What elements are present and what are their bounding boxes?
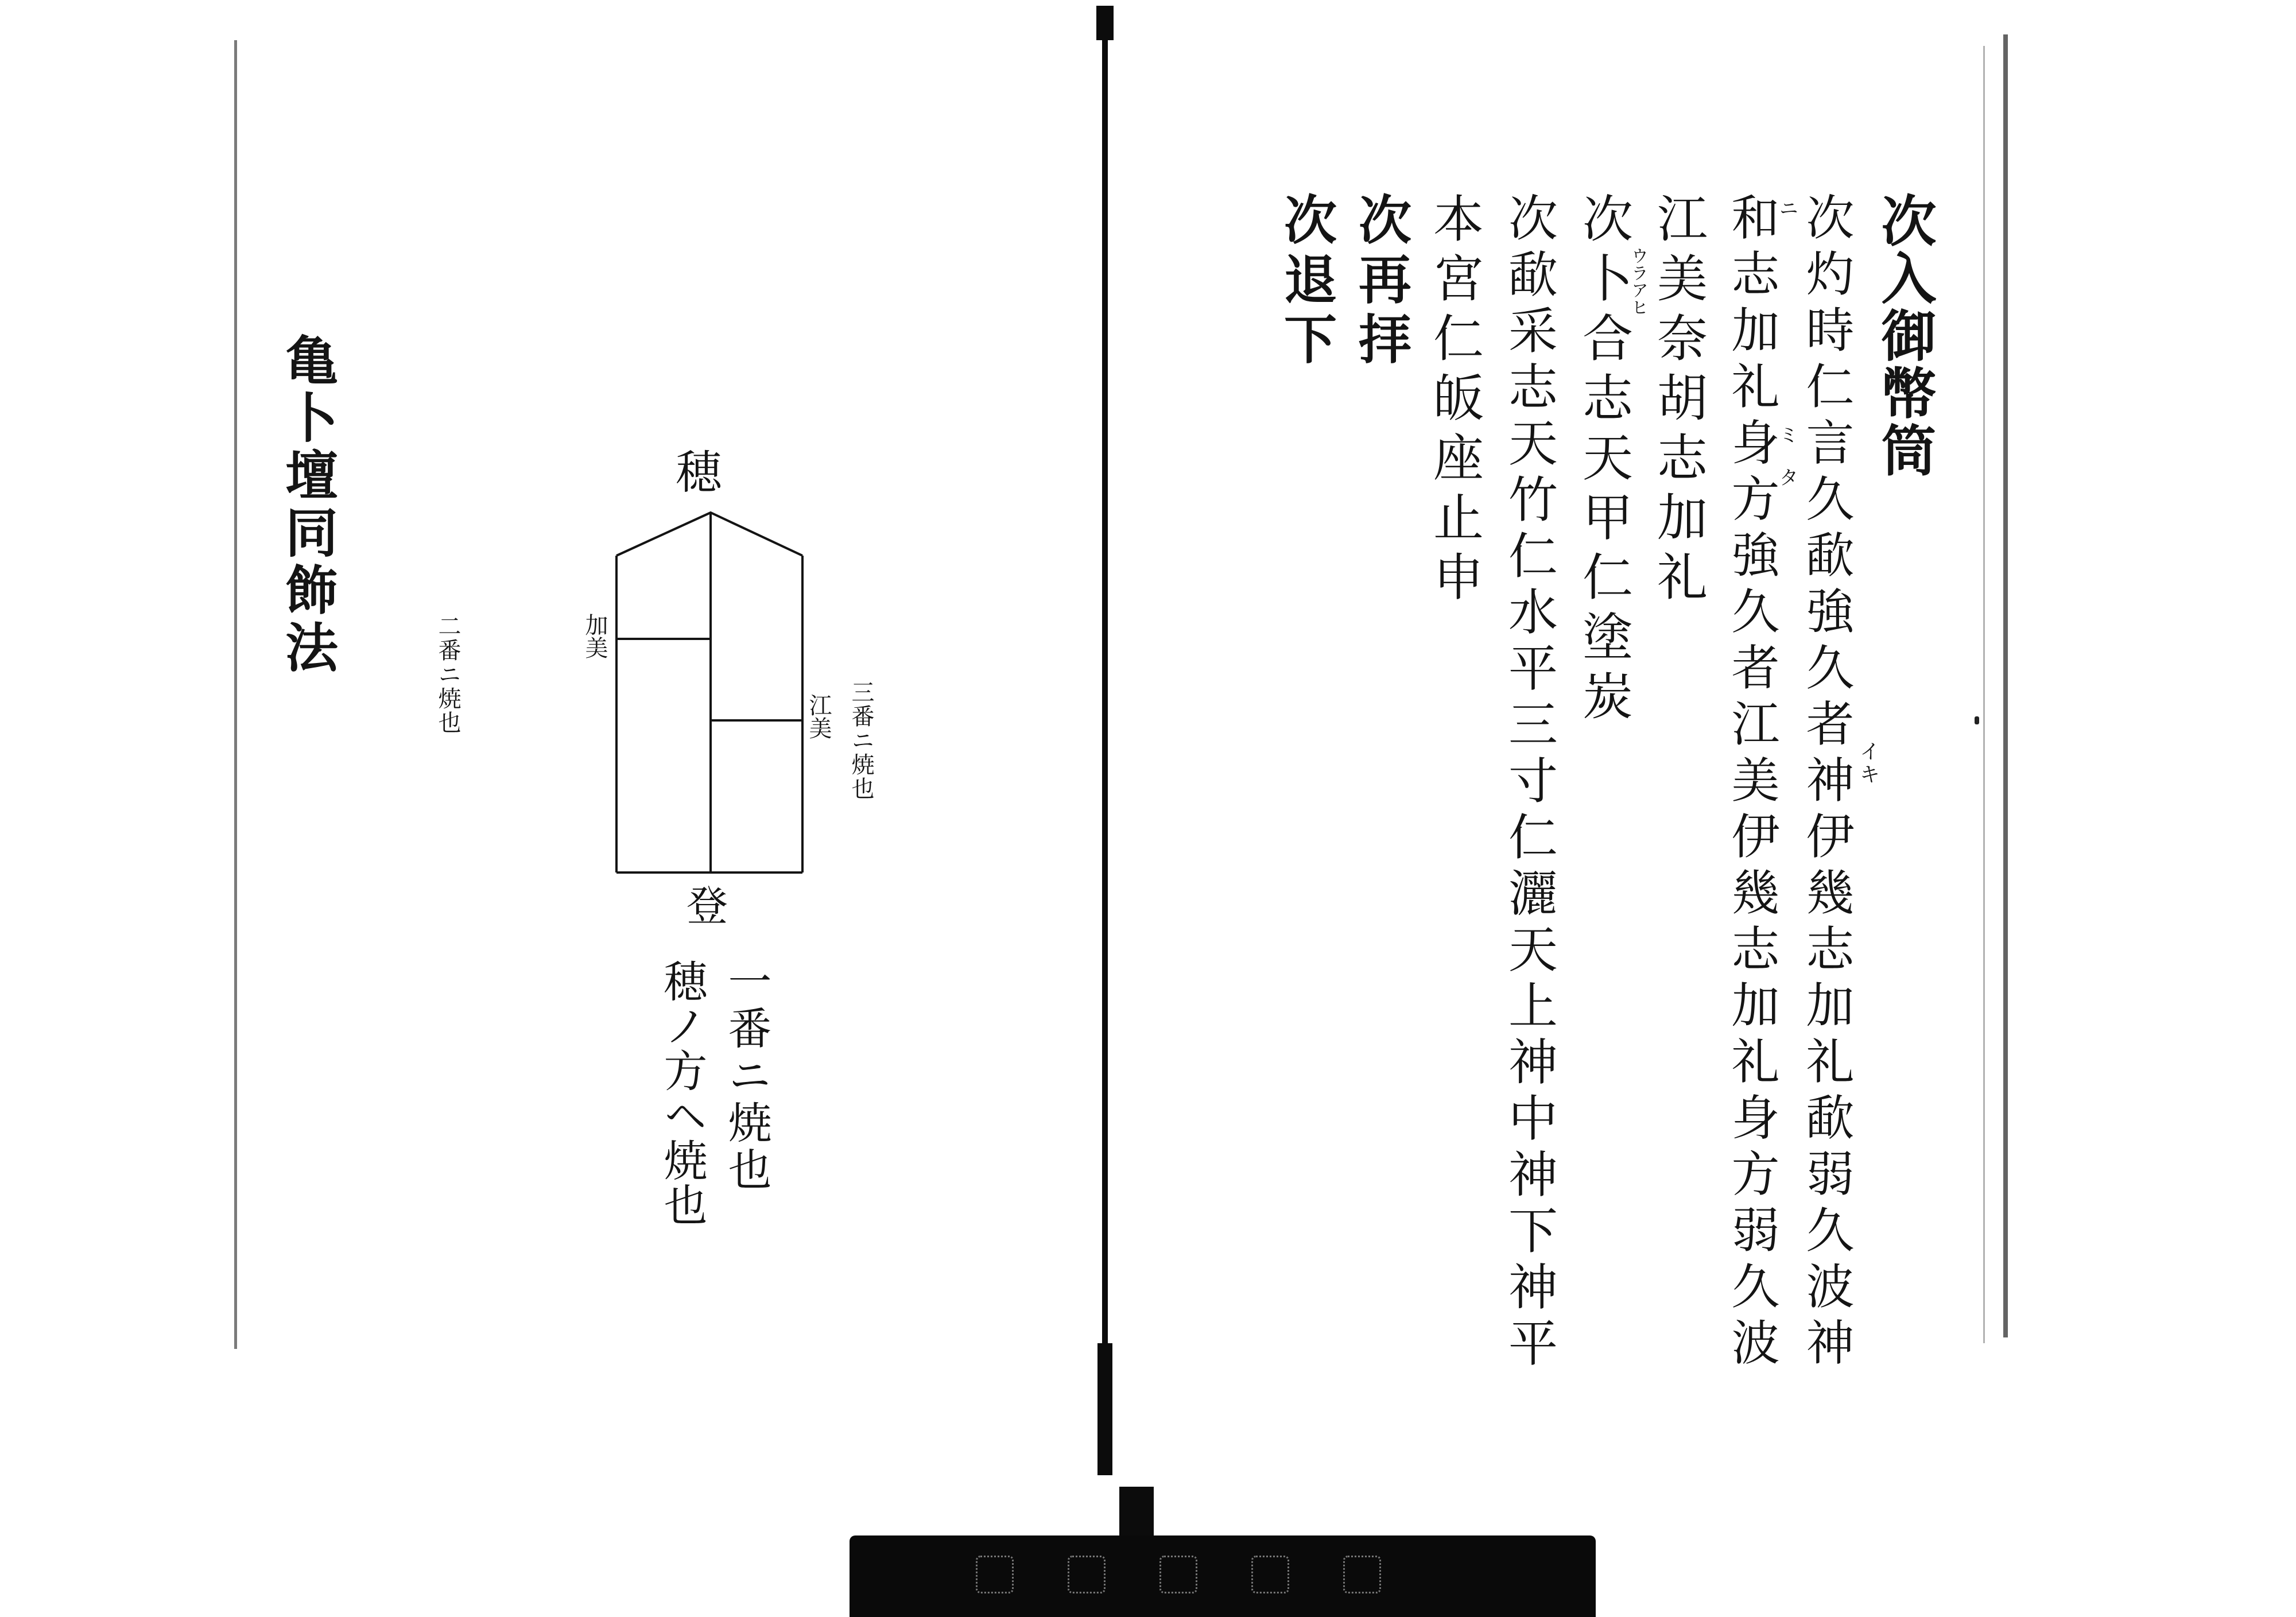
text-column-9: 次退下 xyxy=(1275,192,1337,371)
diagram-left-note-head: 加美 xyxy=(581,613,608,659)
scan-speck xyxy=(1975,716,1979,724)
ruby-column-2: イキ xyxy=(1856,740,1880,786)
binding-cord-top xyxy=(1096,6,1114,40)
binder-clip xyxy=(850,1535,1596,1617)
ruby-column-5: ウラアヒ xyxy=(1628,247,1648,316)
altar-roof xyxy=(616,513,802,556)
binding-cord xyxy=(1102,6,1108,1343)
text-column-6: 次歃采志天竹仁水平三寸仁灑天上神中神下神平 xyxy=(1500,192,1557,1374)
altar-outline xyxy=(616,513,802,873)
diagram-right-note-head: 江美 xyxy=(805,693,832,739)
ruby-column-3-mid: ミ タ xyxy=(1775,425,1798,487)
note-first-burning: 一番ニ焼也 xyxy=(721,959,772,1194)
text-column-8: 次再拝 xyxy=(1350,192,1412,371)
ruby-column-3-top: ニ xyxy=(1775,198,1798,218)
binding-cord-lower xyxy=(1097,1343,1112,1475)
text-column-2: 次灼時仁言久歃強久者神伊幾志加礼歃弱久波神 xyxy=(1798,192,1855,1374)
right-page-edge-inner xyxy=(1983,46,1985,1343)
text-column-1: 次入御幣筒 xyxy=(1872,192,1937,479)
text-column-4: 江美奈胡志加礼 xyxy=(1649,192,1708,610)
text-column-7: 本宮仁皈座止申 xyxy=(1425,192,1484,610)
left-page-edge xyxy=(234,40,237,1349)
diagram-left-note: 二番ニ焼也 xyxy=(435,614,461,735)
diagram-top-label: 穂 xyxy=(668,448,722,494)
diagram-bottom-label: 登 xyxy=(680,884,728,925)
text-column-3: 和志加礼身方強久者江美伊幾志加礼身方弱久波 xyxy=(1724,192,1780,1374)
right-page-edge xyxy=(2003,34,2008,1337)
text-column-5: 次卜合志天甲仁塗炭 xyxy=(1574,192,1634,730)
diagram-right-note: 三番ニ焼也 xyxy=(848,680,874,801)
note-burn-direction: 穂ノ方ヘ焼也 xyxy=(657,959,708,1227)
left-page-title: 亀卜壇同飾法 xyxy=(277,333,339,677)
